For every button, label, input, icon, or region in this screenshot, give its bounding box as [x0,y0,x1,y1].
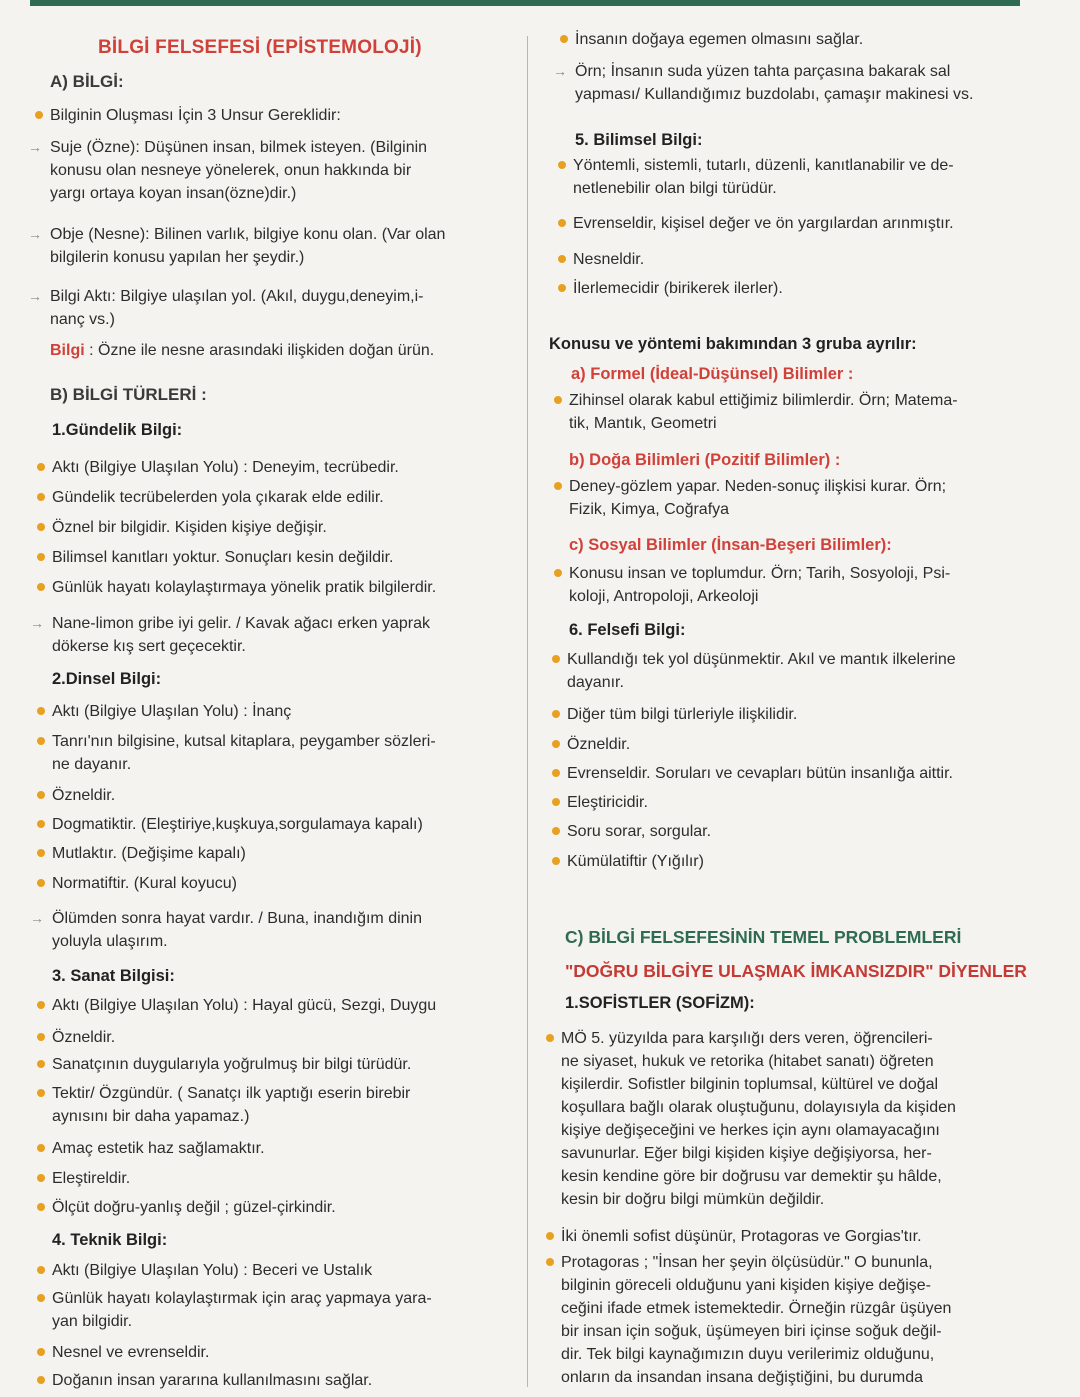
list-item [52,730,436,776]
arrow-right-icon: → [553,63,567,79]
teknik-example [553,60,974,106]
item-line: Fizik, Kimya, Coğrafya [569,501,730,518]
doga-title [569,451,840,470]
item-line: Zihinsel olarak kabul ettiğimiz bilimlerdir. Örn; Matema- [569,392,958,409]
list-item: Sanatçının duygularıyla yoğrulmuş bir bilgi türüdür. [52,1053,411,1076]
bilgi-keyword: Bilgi [50,342,85,359]
sofist-paragraph [561,1027,956,1211]
list-item: Öznel bir bilgidir. Kişiden kişiye değişir. [52,516,327,539]
list-item: Normatiftir. (Kural koyucu) [52,872,237,895]
arrow-right-icon: → [28,288,42,304]
dinsel-title: 2.Dinsel Bilgi: [52,670,162,688]
para-line: kişiye değişeceğini ve herkes için aynı olamayacağını [561,1122,940,1139]
list-item: Dogmatiktir. (Eleştiriye,kuşkuya,sorgulamaya kapalı) [52,813,423,836]
akt-line: Bilgi Aktı: Bilgiye ulaşılan yol. (Akıl, duygu,deneyim,i- [50,288,424,305]
example-line: dökerse kış sert geçecektir. [52,638,246,655]
obje-line: Obje (Nesne): Bilinen varlık, bilgiye konu olan. (Var olan [50,226,446,243]
list-item: Nesneldir. [573,248,644,271]
example-line: Nane-limon gribe iyi gelir. / Kavak ağacı erken yaprak [52,615,430,632]
sanat-title: 3. Sanat Bilgisi: [52,967,175,985]
section-a-heading: A) BİLGİ: [50,72,124,91]
section-c-heading: C) BİLGİ FELSEFESİNİN TEMEL PROBLEMLERİ [565,927,962,947]
list-item: İnsanın doğaya egemen olmasını sağlar. [575,28,863,51]
list-item: Amaç estetik haz sağlamaktır. [52,1137,265,1160]
list-item: Nesnel ve evrenseldir. [52,1341,209,1364]
list-item: Özneldir. [52,1026,115,1049]
arrow-right-icon: → [28,139,42,155]
item-line: Tanrı'nın bilgisine, kutsal kitaplara, peygamber sözleri- [52,733,436,750]
example-line: yapması/ Kullandığımız buzdolabı, çamaşır makinesi vs. [575,86,974,103]
list-item: Evrenseldir. Soruları ve cevapları bütün insanlığa aittir. [567,762,953,785]
item-line: Tektir/ Özgündür. ( Sanatçı ilk yaptığı eserin birebir [52,1085,411,1102]
list-item: Bilimsel kanıtları yoktur. Sonuçları kesin değildir. [52,546,393,569]
doga-colon: : [830,451,841,469]
list-item: Evrenseldir, kişisel değer ve ön yargılardan arınmıştır. [573,212,954,235]
list-item: Aktı (Bilgiye Ulaşılan Yolu) : Deneyim, tecrübedir. [52,456,399,479]
gundelik-title: 1.Gündelik Bilgi: [52,421,183,439]
example-line: yoluyla ulaşırım. [52,933,168,950]
page-title: BİLGİ FELSEFESİ (EPİSTEMOLOJİ) [98,37,422,58]
akt-line: nanç vs.) [50,311,115,328]
column-divider [527,36,528,1387]
para-line: onların da insandan insana değiştiğini, bu durumda [561,1369,924,1386]
item-line: tik, Mantık, Geometri [569,415,717,432]
list-item [573,154,954,200]
list-item: Doğanın insan yararına kullanılmasını sağlar. [52,1369,372,1392]
para-line: ne siyaset, hukuk ve retorika (hitabet sanatı) öğreten [561,1053,934,1070]
dinsel-example [30,907,422,953]
list-item: İki önemli sofist düşünür, Protagoras ve Gorgias'tır. [561,1225,922,1248]
list-item [569,562,950,608]
list-item: Günlük hayatı kolaylaştırmaya yönelik pratik bilgilerdir. [52,576,436,599]
suje-line: konusu olan nesneye yönelerek, onun hakkında bir [50,162,412,179]
list-item: Ölçüt doğru-yanlış değil ; güzel-çirkindir. [52,1196,336,1219]
para-line: bir insan için soğuk, üşümeyen biri içinse soğuk değil- [561,1323,942,1340]
list-item: Kümülatiftir (Yığılır) [567,850,704,873]
para-line: savunurlar. Eğer bilgi kişiden kişiye değişiyorsa, her- [561,1145,932,1162]
para-line: kesin bir doğru bilgi mümkün değildir. [561,1191,825,1208]
list-item: Özneldir. [567,733,630,756]
bilgi-definition [50,339,434,362]
list-item: Gündelik tecrübelerden yola çıkarak elde edilir. [52,486,384,509]
example-line: Ölümden sonra hayat vardır. / Buna, inandığım dinin [52,910,422,927]
para-line: dir. Tek bilgi kaynağımızın duyu verilerimiz olduğunu, [561,1346,935,1363]
example-line: Örn; İnsanın suda yüzen tahta parçasına bakarak sal [575,63,951,80]
formel-colon: : [843,365,854,383]
list-item [567,648,956,694]
list-item [52,1082,410,1128]
doga-title-text: b) Doğa Bilimleri (Pozitif Bilimler) [569,451,831,469]
teknik-title: 4. Teknik Bilgi: [52,1231,168,1249]
para-line: koşullara bağlı olarak oluştuğunu, dolayısıyla da kişiden [561,1099,956,1116]
para-line: MÖ 5. yüzyılda para karşılığı ders veren, öğrencileri- [561,1030,933,1047]
gundelik-example [30,612,430,658]
top-rule [30,0,1020,6]
item-line: ne dayanır. [52,756,132,773]
obje-block [28,223,446,269]
item-line: Yöntemli, sistemli, tutarlı, düzenli, kanıtlanabilir ve de- [573,157,954,174]
arrow-right-icon: → [30,615,44,631]
list-item [569,389,958,435]
item-line: netlenebilir olan bilgi türüdür. [573,180,777,197]
bilgi-def-text: : Özne ile nesne arasındaki ilişkiden doğan ürün. [84,342,435,359]
item-line: yan bilgidir. [52,1313,133,1330]
list-item: Aktı (Bilgiye Ulaşılan Yolu) : İnanç [52,700,291,723]
para-line: kesin kendine göre bir doğrusu var demektir şu hâlde, [561,1168,942,1185]
suje-line: yargı ortaya koyan insan(özne)dir.) [50,185,297,202]
list-item: Mutlaktır. (Değişime kapalı) [52,842,246,865]
arrow-right-icon: → [28,226,42,242]
list-item [569,475,946,521]
list-item: Eleştireldir. [52,1167,130,1190]
bilimsel-title: 5. Bilimsel Bilgi: [575,131,703,149]
formel-title-text: a) Formel (İdeal-Düşünsel) Bilimler [571,365,844,383]
list-item: Diğer tüm bilgi türleriyle ilişkilidir. [567,703,797,726]
para-line: ceğini ifade etmek istemektedir. Örneğin rüzgâr üşüyen [561,1300,952,1317]
list-item: Soru sorar, sorgular. [567,820,711,843]
sofist-title: 1.SOFİSTLER (SOFİZM): [565,994,755,1012]
arrow-right-icon: → [30,910,44,926]
list-item: Eleştiricidir. [567,791,648,814]
suje-block [28,136,428,205]
formel-title [571,365,853,384]
section-b-heading: B) BİLGİ TÜRLERİ : [50,385,207,404]
item-line: Günlük hayatı kolaylaştırmak için araç yapmaya yara- [52,1290,432,1307]
list-item: Aktı (Bilgiye Ulaşılan Yolu) : Beceri ve Ustalık [52,1259,372,1282]
item-line: koloji, Antropoloji, Arkeoloji [569,588,759,605]
para-line: Protagoras ; "İnsan her şeyin ölçüsüdür." O bununla, [561,1254,933,1271]
para-line: bilginin göreceli olduğunu yani kişiden kişiye değişe- [561,1277,931,1294]
list-item: Özneldir. [52,784,115,807]
list-item: İlerlemecidir (birikerek ilerler). [573,277,783,300]
item-line: aynısını bir daha yapamaz.) [52,1108,250,1125]
item-line: Deney-gözlem yapar. Neden-sonuç ilişkisi kurar. Örn; [569,478,947,495]
obje-line: bilgilerin konusu yapılan her şeydir.) [50,249,305,266]
akt-block [28,285,424,331]
section-c-subheading: "DOĞRU BİLGİYE ULAŞMAK İMKANSIZDIR" DİYENLER [565,961,1027,981]
sosyal-title: c) Sosyal Bilimler (İnsan-Beşeri Bilimler): [569,536,892,554]
para-line: kişilerdir. Sofistler bilginin toplumsal, kültürel ve doğal [561,1076,939,1093]
item-line: Konusu insan ve toplumdur. Örn; Tarih, Sosyoloji, Psi- [569,565,951,582]
felsefi-title: 6. Felsefi Bilgi: [569,621,686,639]
protagoras-paragraph [561,1251,951,1389]
groups-heading: Konusu ve yöntemi bakımından 3 gruba ayrılır: [549,335,917,353]
list-item: Aktı (Bilgiye Ulaşılan Yolu) : Hayal gücü, Sezgi, Duygu [52,994,436,1017]
list-item [52,1287,432,1333]
item-line: Kullandığı tek yol düşünmektir. Akıl ve mantık ilkelerine [567,651,956,668]
item-line: dayanır. [567,674,624,691]
a-intro: Bilginin Oluşması İçin 3 Unsur Gereklidir: [50,104,341,127]
suje-line: Suje (Özne): Düşünen insan, bilmek isteyen. (Bilginin [50,139,428,156]
